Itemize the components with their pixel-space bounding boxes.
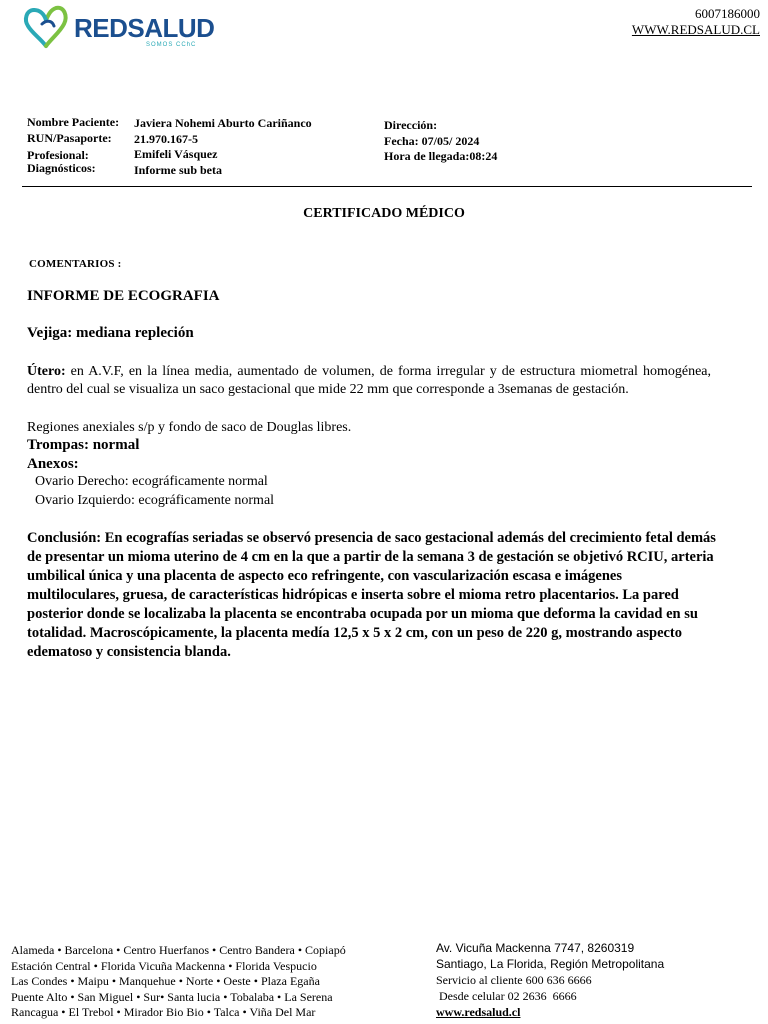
name-label: Nombre Paciente:: [27, 115, 120, 129]
patient-run: 21.970.167-5: [134, 131, 198, 146]
regiones-line: Regiones anexiales s/p y fondo de saco de Douglas libres.: [27, 420, 352, 435]
header-website-link[interactable]: WWW.REDSALUD.CL: [631, 22, 760, 37]
locations-line: Alameda • Barcelona • Centro Huerfanos • Centro Bandera • Copiapó: [11, 943, 346, 957]
patient-name: Javiera Nohemi Aburto Cariñanco: [134, 116, 312, 130]
fecha-label: Fecha:: [384, 133, 419, 148]
diagnostico-value: Informe sub beta: [134, 162, 223, 177]
hora-value: 08:24: [469, 149, 498, 163]
anexos-heading: Anexos:: [27, 456, 79, 472]
ovario-izquierdo-line: Ovario Izquierdo: ecográficamente normal: [35, 493, 275, 508]
informe-heading: INFORME DE ECOGRAFIA: [27, 288, 220, 304]
heart-logo-icon: [22, 2, 72, 52]
footer-service-phone: Servicio al cliente 600 636 6666: [436, 973, 592, 987]
hora-label: Hora de llegada:: [384, 149, 470, 163]
profesional-name: Emifeli Vásquez: [134, 147, 218, 161]
footer-locations: [11, 943, 346, 1021]
footer-address-line2: Santiago, La Florida, Región Metropolitana: [436, 957, 665, 971]
run-label: RUN/Pasaporte:: [27, 130, 112, 145]
fecha-value: 07/05/ 2024: [421, 133, 480, 148]
footer-mobile-phone: Desde celular 02 2636 6666: [436, 989, 577, 1003]
redsalud-logo: [22, 2, 215, 52]
vejiga-line: Vejiga: mediana repleción: [27, 325, 194, 341]
visit-info: [384, 118, 584, 165]
footer-website-link[interactable]: www.redsalud.cl: [436, 1005, 521, 1019]
header-divider: [22, 186, 752, 187]
locations-line: Las Condes • Maipu • Manquehue • Norte • Oeste • Plaza Egaña: [11, 974, 320, 988]
footer-contact: [436, 940, 664, 1020]
utero-paragraph: [27, 363, 711, 398]
utero-label: Útero:: [27, 364, 66, 379]
patient-labels: [27, 115, 135, 177]
document-title: CERTIFICADO MÉDICO: [303, 206, 465, 221]
profesional-label: Profesional:: [27, 148, 89, 162]
conclusion-paragraph: Conclusión: En ecografías seriadas se observó presencia de saco gestacional además del crecimiento fetal demás de presentar un mioma uterino de 4 cm en la que a partir de la semana 3 de gestación se objetivó RCIU, arteria umbilical única y una placenta de aspecto eco refringente, con vascularización escasa e imágenes multiloculares, gruesa, de características hidrópicas e inserta sobre el mioma retro placentarios. La pared posterior donde se localizaba la placenta se encontraba ocupada por un mioma que deforma la cavidad en su totalidad. Macroscópicamente, la placenta medía 12,5 x 5 x 2 cm, con un peso de 220 g, mostrando aspecto edematoso y consistencia blanda.: [27, 530, 716, 660]
locations-line: Estación Central • Florida Vicuña Mackenna • Florida Vespucio: [11, 958, 317, 973]
trompas-line: Trompas: normal: [27, 437, 140, 453]
diagnosticos-label: Diagnósticos:: [27, 161, 96, 175]
logo-wordmark: REDSALUD: [74, 13, 215, 43]
comentarios-heading: COMENTARIOS :: [29, 258, 122, 270]
patient-values: [134, 116, 374, 178]
header-phone: 6007186000: [695, 6, 760, 21]
locations-line: Rancagua • El Trebol • Mirador Bio Bio • Talca • Viña Del Mar: [11, 1005, 316, 1019]
logo-tagline: SOMOS CChC: [146, 42, 197, 48]
hora-row: [384, 149, 584, 165]
footer-address-line1: Av. Vicuña Mackenna 7747, 8260319: [436, 941, 635, 955]
direccion-label: Dirección:: [384, 118, 438, 132]
utero-text: en A.V.F, en la línea media, aumentado de volumen, de forma irregular y de estructura miometral homogénea, dentro del cual se visualiza un saco gestacional que mide 22 mm que corresponde a 3semanas de gestación.: [27, 364, 711, 397]
fecha-row: [384, 134, 584, 150]
header-contact: [632, 6, 760, 38]
locations-line: Puente Alto • San Miguel • Sur• Santa lucia • Tobalaba • La Serena: [11, 989, 333, 1004]
ovario-derecho-line: Ovario Derecho: ecográficamente normal: [35, 474, 268, 489]
